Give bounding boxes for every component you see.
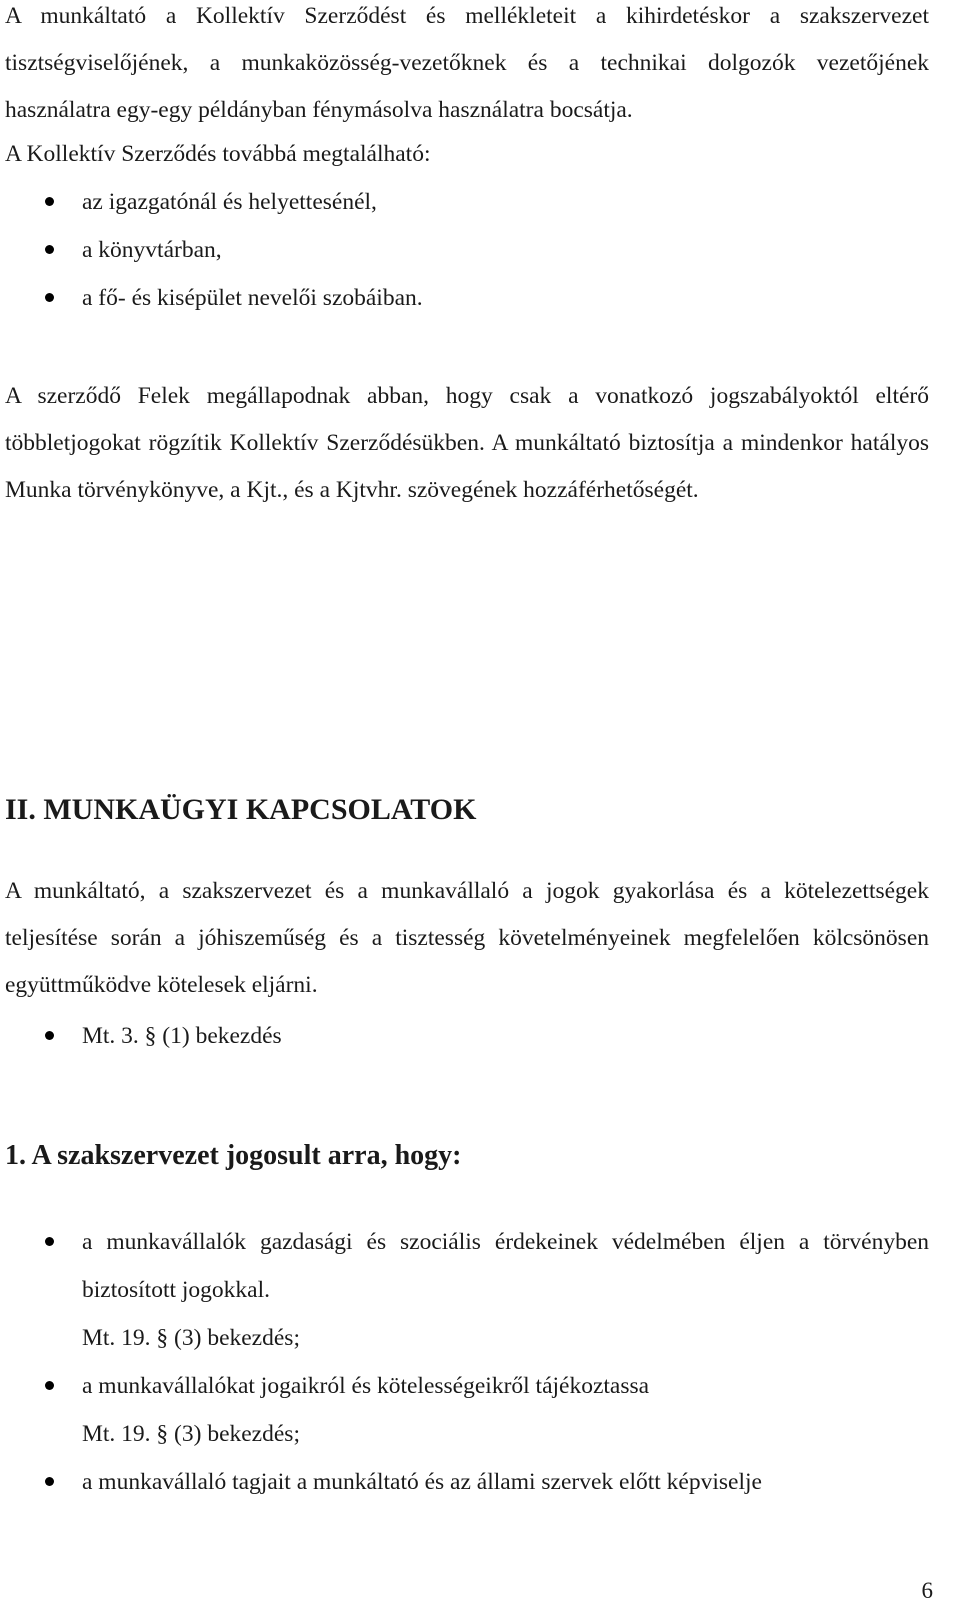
found-at-list (5, 178, 929, 322)
document-page (5, 0, 957, 1608)
list-item: a könyvtárban, (5, 226, 929, 274)
bullet-icon (45, 1237, 54, 1246)
list-item: az igazgatónál és helyettesénél, (5, 178, 929, 226)
list-item: a munkavállalókat jogaikról és kötelességeikről tájékoztassa (5, 1362, 929, 1410)
bullet-icon (45, 197, 54, 206)
parties-paragraph: A szerződő Felek megállapodnak abban, hogy csak a vonatkozó jogszabályoktól eltérő többletjogokat rögzítik Kollektív Szerződésükben. A munkáltató biztosítja a mindenkor hatályos Munka törvénykönyve, a Kjt., és a Kjtvhr. szövegének hozzáférhetőségét. (5, 383, 929, 503)
legal-reference: Mt. 19. § (3) bekezdés; (82, 1421, 300, 1447)
bullet-icon (45, 1381, 54, 1390)
section-title: II. MUNKAÜGYI KAPCSOLATOK (5, 793, 477, 826)
section-paragraph: A munkáltató, a szakszervezet és a munkavállaló a jogok gyakorlása és a kötelezettségek teljesítése során a jóhiszeműség és a tisztesség követelményeinek megfelelően kölcsönösen együttműködve kötelesek eljárni. (5, 878, 929, 998)
list-item: a munkavállaló tagjait a munkáltató és az állami szervek előtt képviselje (5, 1458, 929, 1506)
subsection-title: 1. A szakszervezet jogosult arra, hogy: (5, 1140, 462, 1171)
bullet-icon (45, 1031, 54, 1040)
legal-reference: Mt. 19. § (3) bekezdés; (82, 1325, 300, 1351)
section-ref-item: Mt. 3. § (1) bekezdés (5, 1012, 929, 1060)
bullet-icon (45, 293, 54, 302)
found-at-label: A Kollektív Szerződés továbbá megtalálható: (5, 141, 431, 167)
page-number: 6 (921, 1578, 933, 1603)
bullet-icon (45, 1477, 54, 1486)
list-item: a fő- és kisépület nevelői szobáiban. (5, 274, 929, 322)
rights-list (5, 1218, 929, 1506)
list-item: a munkavállalók gazdasági és szociális érdekeinek védelmében éljen a törvényben biztosított jogokkal. (5, 1218, 929, 1314)
bullet-icon (45, 245, 54, 254)
intro-paragraph: A munkáltató a Kollektív Szerződést és mellékleteit a kihirdetéskor a szakszervezet tisztségviselőjének, a munkaközösség-vezetőknek és a technikai dolgozók vezetőjének használatra egy-egy példányban fénymásolva használatra bocsátja. (5, 3, 929, 123)
